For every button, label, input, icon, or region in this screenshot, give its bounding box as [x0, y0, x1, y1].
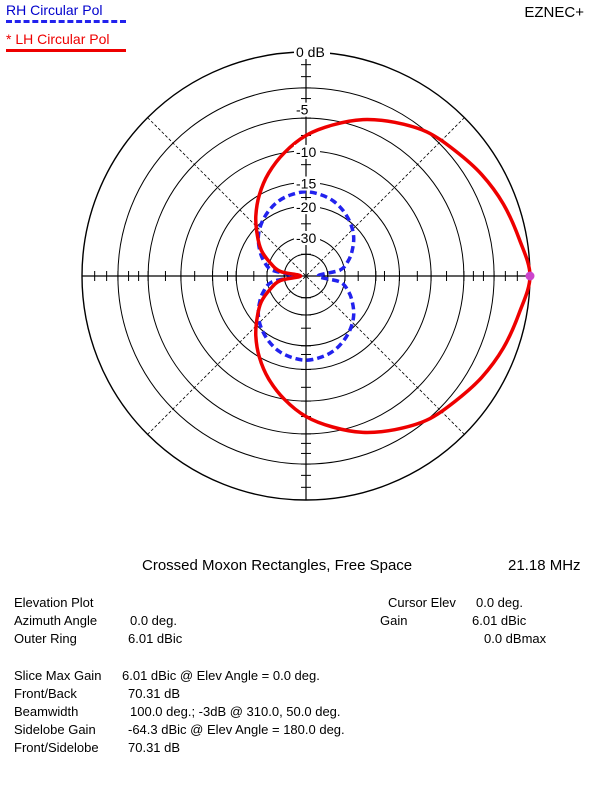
stat-value-beamwidth: 100.0 deg.; -3dB @ 310.0, 50.0 deg. — [130, 704, 341, 719]
frequency: 21.18 MHz — [508, 557, 581, 574]
stat-label-front-sidelobe: Front/Sidelobe — [14, 740, 99, 755]
ring-label: -20 — [296, 199, 317, 216]
plot-title: Crossed Moxon Rectangles, Free Space — [142, 557, 413, 574]
stat-value-slice-max-gain: 6.01 dBic @ Elev Angle = 0.0 deg. — [122, 668, 320, 683]
app-name: EZNEC+ — [524, 4, 584, 21]
legend-lh[interactable]: * LH Circular Pol — [6, 31, 110, 47]
stat-value-sidelobe-gain: -64.3 dBic @ Elev Angle = 180.0 deg. — [128, 722, 345, 737]
polar-grid — [82, 52, 530, 500]
info-value-azimuth-angle: 0.0 deg. — [130, 613, 177, 628]
cursor-marker — [526, 272, 534, 280]
ring-label: -30 — [296, 229, 317, 246]
ring-label: -10 — [296, 143, 317, 160]
stat-label-front-back: Front/Back — [14, 686, 77, 701]
ring-label: -15 — [296, 175, 317, 192]
ring-label: 0 dB — [296, 44, 325, 60]
ring-label: -5 — [296, 101, 309, 118]
left-info — [14, 594, 314, 654]
ring-labels — [294, 44, 330, 246]
info-label-elevation-plot: Elevation Plot — [14, 595, 94, 610]
cursor-elev-value: 0.0 deg. — [476, 595, 523, 610]
stat-label-beamwidth: Beamwidth — [14, 704, 79, 719]
info-label-azimuth-angle: Azimuth Angle — [14, 613, 98, 628]
stat-label-sidelobe-gain: Sidelobe Gain — [14, 722, 96, 737]
cursor-info — [380, 594, 580, 654]
stat-value-front-back: 70.31 dB — [128, 686, 181, 701]
cursor-gain-value: 6.01 dBic — [472, 613, 527, 628]
stats-block — [14, 667, 434, 759]
stat-label-slice-max-gain: Slice Max Gain — [14, 668, 102, 683]
cursor-dbmax-value: 0.0 dBmax — [484, 631, 547, 646]
cursor-elev-label: Cursor Elev — [388, 595, 456, 610]
info-value-outer-ring: 6.01 dBic — [128, 631, 183, 646]
cursor-gain-label: Gain — [380, 613, 408, 628]
stat-value-front-sidelobe: 70.31 dB — [128, 740, 181, 755]
legend-rh[interactable]: RH Circular Pol — [6, 2, 103, 18]
info-label-outer-ring: Outer Ring — [14, 631, 77, 646]
